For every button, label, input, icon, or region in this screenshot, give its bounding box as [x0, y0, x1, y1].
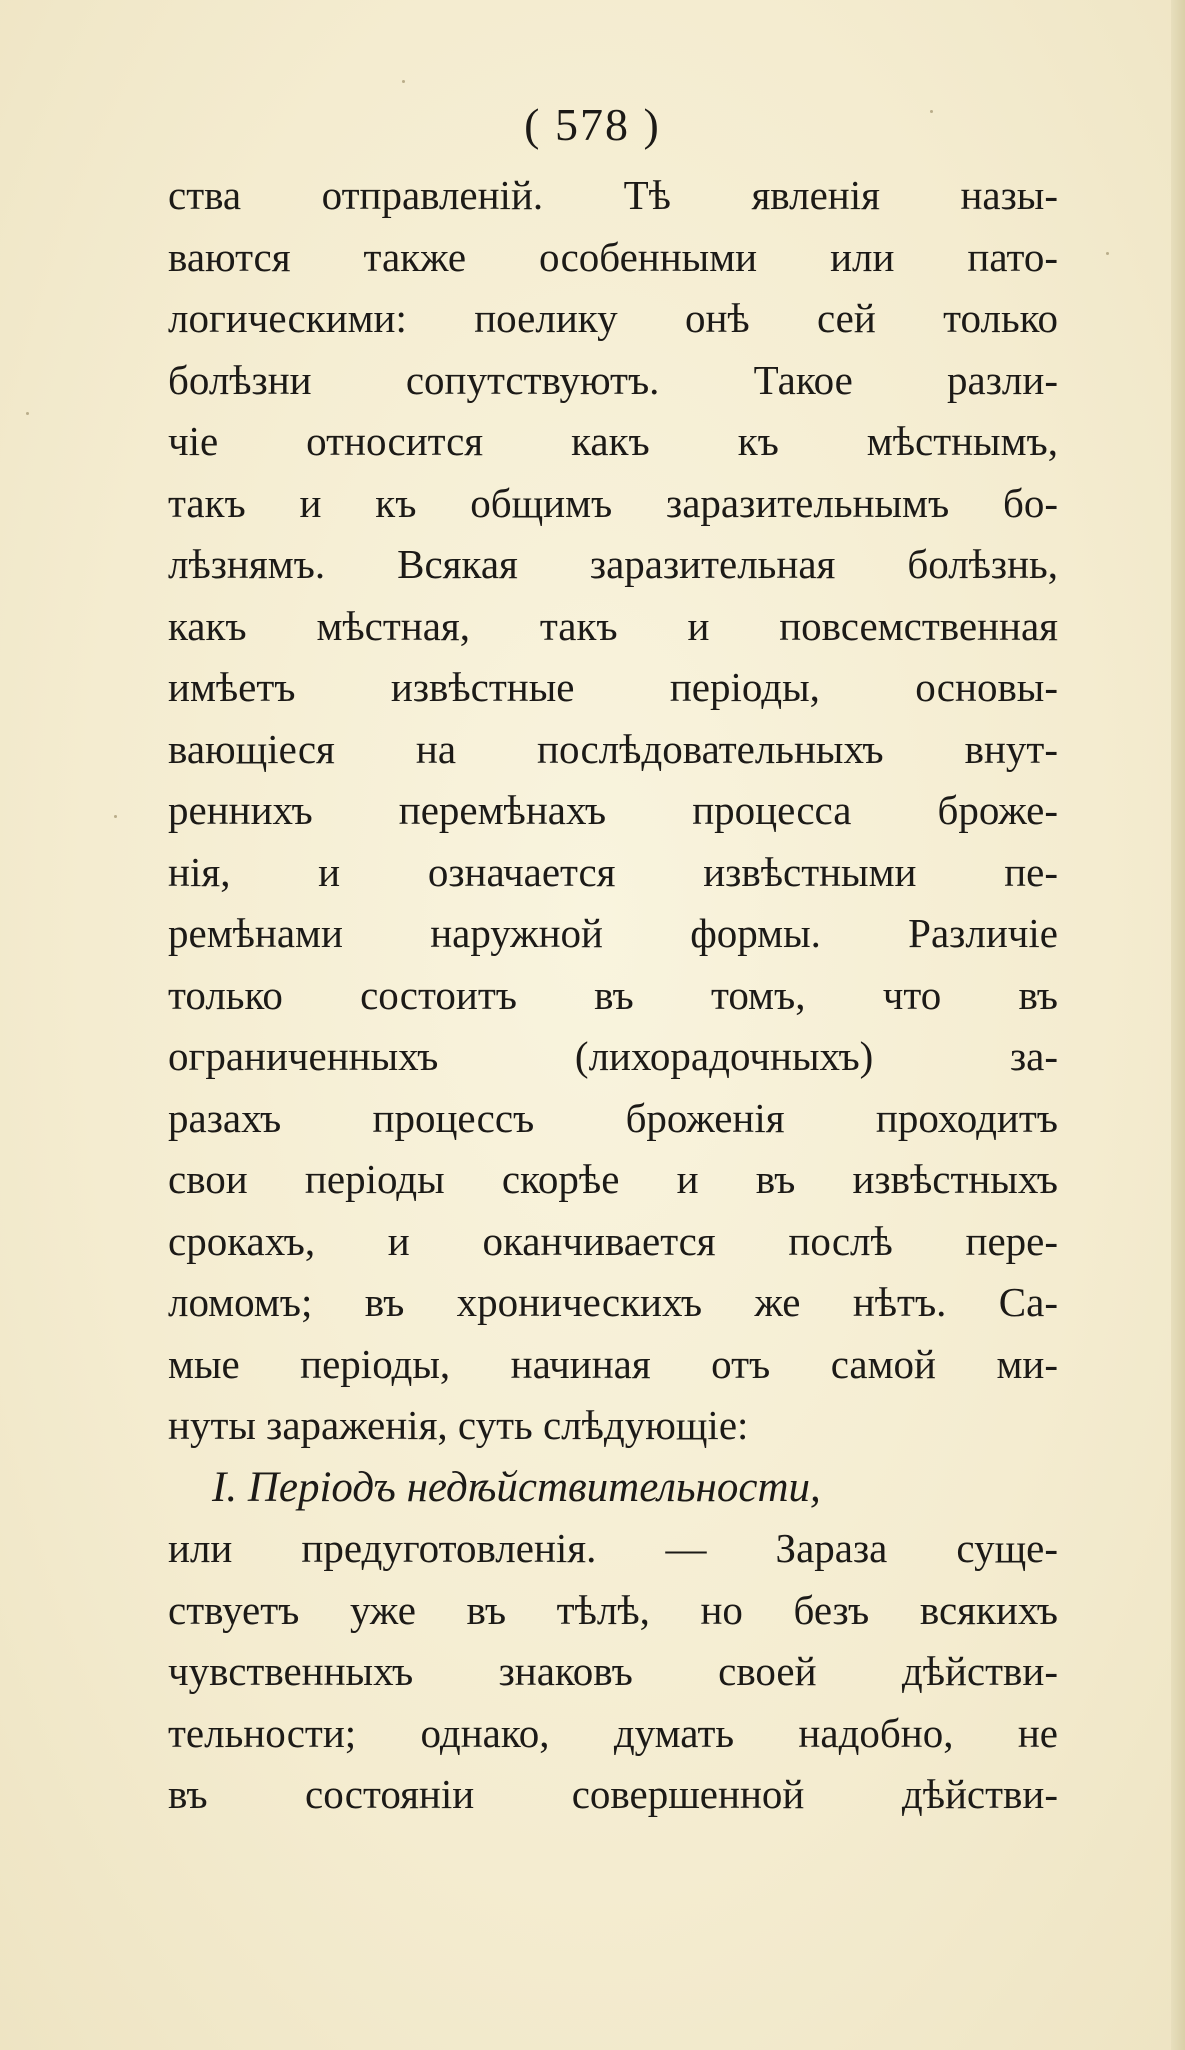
- paper-speck: [1106, 252, 1109, 255]
- text-line: въ состояніи совершенной дѣйстви-: [168, 1771, 1058, 1817]
- text-line: нуты зараженія, суть слѣдующіе:: [168, 1402, 749, 1448]
- text-line: логическими: поелику онѣ сей только: [168, 295, 1058, 341]
- text-line: нія, и означается извѣстными пе-: [168, 848, 1058, 895]
- section-heading: I. Періодъ недѣйствительности,: [212, 1463, 821, 1511]
- text-line: тельности; однако, думать надобно, не: [168, 1709, 1058, 1756]
- text-line: лѣзнямъ. Всякая заразительная болѣзнь,: [168, 541, 1058, 587]
- text-line: имѣетъ извѣстные періоды, основы-: [168, 664, 1058, 710]
- text-line: срокахъ, и оканчивается послѣ пере-: [168, 1217, 1058, 1264]
- text-line: ства отправленій. Тѣ явленія назы-: [168, 172, 1058, 218]
- text-line: ствуетъ уже въ тѣлѣ, но безъ всякихъ: [168, 1586, 1058, 1633]
- text-line: болѣзни сопутствуютъ. Такое разли-: [168, 356, 1058, 403]
- text-line: ваются также особенными или пато-: [168, 233, 1058, 280]
- text-line: мые періоды, начиная отъ самой ми-: [168, 1340, 1058, 1387]
- text-line: чувственныхъ знаковъ своей дѣйстви-: [168, 1648, 1058, 1694]
- text-line: свои періоды скорѣе и въ извѣстныхъ: [168, 1156, 1058, 1202]
- page-number: ( 578 ): [524, 99, 661, 150]
- paper-speck: [26, 412, 29, 415]
- paper-speck: [114, 815, 117, 818]
- text-line: такъ и къ общимъ заразительнымъ бо-: [168, 479, 1058, 526]
- text-line: чіе относится какъ къ мѣстнымъ,: [168, 418, 1058, 464]
- text-line: вающіеся на послѣдовательныхъ внут-: [168, 725, 1058, 772]
- text-line: ремѣнами наружной формы. Различіе: [168, 910, 1058, 956]
- body-text: [168, 165, 1058, 1826]
- text-line: разахъ процессъ броженія проходитъ: [168, 1094, 1058, 1141]
- page-edge: [1171, 0, 1185, 2050]
- text-line: ломомъ; въ хроническихъ же нѣтъ. Са-: [168, 1279, 1058, 1325]
- text-line: ограниченныхъ (лихорадочныхъ) за-: [168, 1033, 1058, 1079]
- text-line: какъ мѣстная, такъ и повсемственная: [168, 602, 1058, 649]
- text-line: только состоитъ въ томъ, что въ: [168, 971, 1058, 1018]
- paper-speck: [402, 80, 405, 83]
- text-line: или предуготовленія. — Зараза суще-: [168, 1525, 1058, 1571]
- text-line: реннихъ перемѣнахъ процесса броже-: [168, 787, 1058, 833]
